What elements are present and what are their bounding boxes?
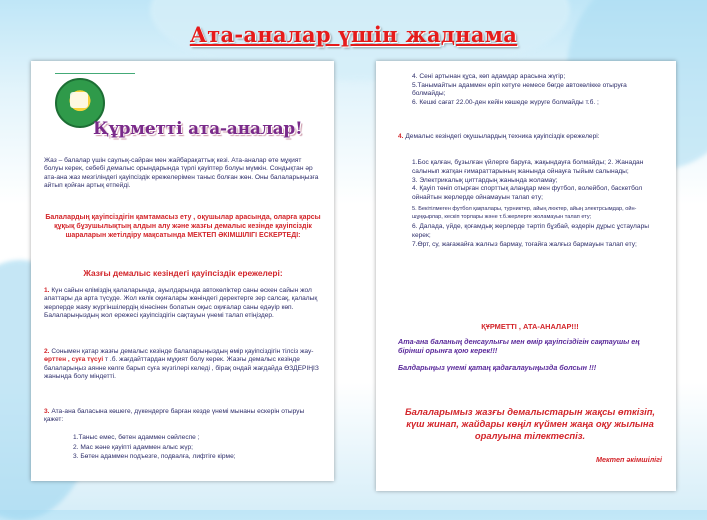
rule-3 (44, 408, 322, 425)
rule-text: т .б. жағдайттардан мұқият болу керек. Жазғы демалыс кезінде балаларыңыз аянне көлге барып суға жүзгілері келеді , бірақ ондай жағдайда ӨЗДЕРІҢІЗ жанында болу міндетті. (44, 356, 319, 381)
rule-3-list (73, 433, 323, 462)
list-item: 5. Бекітілмеген футбол қақпалары, турниктер, айың люктер, айың электрсымдар, ойн-шұңқырлар, кескіп торлары және т.б.жерлерге жоламауын талап ету; (412, 205, 637, 220)
list-item: 4. Сені артынан құса, көп адамдар арасына жүгір; (412, 73, 566, 80)
summer-wish: Балаларымыз жазғы демалыстарын жақсы өткізіп, күш жинап, жайдары көңіл күймен жаңа оқу жылына оралуына тілектеспіз. (404, 406, 656, 441)
rule-highlight: өрттен , суға түсуі (44, 356, 104, 364)
list-item: 3. Электрикалық циттардың жанында жоламау; (412, 176, 558, 184)
parent-note: Ата-ана баланың денсаулығы мен өмір қауіпсіздігін сақтаушы ең бірінші орынға қою керек!!! (398, 337, 640, 355)
list-item: 4. Қауіп төніп отырған спорттық алаңдар мен футбол, волейбол, баскетбол ойнайтын жерлерде ойнамауын талап ету; (412, 185, 643, 202)
rule-text: Ата-ана баласына көшеге, дүкендерге барған кезде үнемі мынаны ескерін отыруы қажет: (44, 408, 305, 424)
list-item: 6. Кешкі сағат 22.00-ден кейін көшеде жүруге болмайды т.б. ; (412, 98, 599, 106)
signature: Мектеп әкімшілігі (596, 455, 662, 464)
rule-4-list (398, 159, 662, 250)
list-item: 6. Далада, үйде, қоғамдық жерлерде тәртіп бұзбай, өздерін дұрыс ұстаулары керек; (412, 223, 649, 239)
rule-number: 4. (398, 133, 404, 140)
memo-page-right (376, 61, 676, 491)
list-item: 7.Өрт, су, жағажайға жалғыз бармау, тоғайға жалғыз бармауын талап ету; (412, 240, 637, 248)
list-item: 5.Танымайтын адаммен еріп кетуге немесе бөгде автокөлікке отыруға болмайды; (412, 81, 627, 98)
rule-number: 3. (44, 408, 50, 415)
page-title: Ата-аналар үшін жаднама (189, 22, 518, 47)
rule-number: 2. (44, 348, 50, 355)
rule-text: Сонымен қатар жазғы демалыс кезінде балаларыңыздың өмір қауіпсіздігін тілсіз жау- (51, 348, 314, 355)
intro-text: Жаз – балалар үшін саулық-сайран мен жайбарақаттық кезі. Ата-аналар өте мұқият болуы керек, себебі демалыс орындарында түрлі қауіптер болуы мүмкін. Сондықтан әр ата-ана жаз мезгіліндегі қауіпсіздік ережелерімен таныс болған жөн. Оны балаларыңызға айтып қойған артық етпейді. (44, 157, 319, 190)
divider (55, 73, 135, 74)
rule-text: Демалыс кезіндегі оқушылардың техника қауіпсіздік ережелері: (405, 133, 600, 140)
list-item: 2. Мас және қауіпті адаммен алыс жүр; (73, 443, 194, 451)
respect-heading: ҚҰРМЕТТІ , АТА-АНАЛАР!!! (481, 322, 579, 331)
supervision-note: Балдарыңыз үнемі қатаң қадағалауыңызда болсын !!! (398, 363, 597, 372)
top-list (398, 73, 662, 107)
list-item: 1.Бос қалған, бұзылған үйлерге баруға, жақындауға болмайды; 2. Жанадан салынып жатқан ғимараттарының жанында ойнауға тыйым салынады; (412, 159, 644, 175)
memo-page-left (31, 61, 334, 481)
rule-1 (44, 287, 322, 321)
rule-4 (398, 133, 662, 142)
rule-number: 1. (44, 287, 50, 294)
rules-heading: Жазғы демалыс кезіндегі қауіпсіздік ережелері: (83, 268, 283, 278)
list-item: 3. Бөтен адаммен подъезге, подвалға, лифтіге кірме; (73, 453, 236, 461)
rule-text: Күн сайын еліміздің қалаларында, ауылдарында автокөліктер саны өскен сайын жол апаттары да арта түсуде. Жол көлік оқиғалары жөніндегі деректерге зер салсақ, қалалық жерлерде жаяу жүргіншілердің кінәсінен болатын оқыс оқиғалар саны едәуір көп. Балаларыңыздың жол ережесі қауіпсіздігін сақтауын үнемі талап етіңіздер. (44, 287, 318, 320)
warning-block: Балалардың қауіпсіздігін қамтамасыз ету , оқушылар арасында, оларға қарсы құқық бұзушылықтың алдын алу және жазғы демалыс кезінде қауіпсіздік шараларын жетілдіру мақсатында МЕКТЕП ӘКІМШІЛІГІ ЕСКЕРТЕДІ: (45, 214, 321, 239)
greeting-heading: Құрметті ата-аналар! (93, 119, 303, 139)
rule-2 (44, 348, 322, 382)
intro-paragraph (44, 157, 322, 191)
list-item: 1.Таныс емес, бөтен адаммен сөйлеспе ; (73, 434, 200, 441)
